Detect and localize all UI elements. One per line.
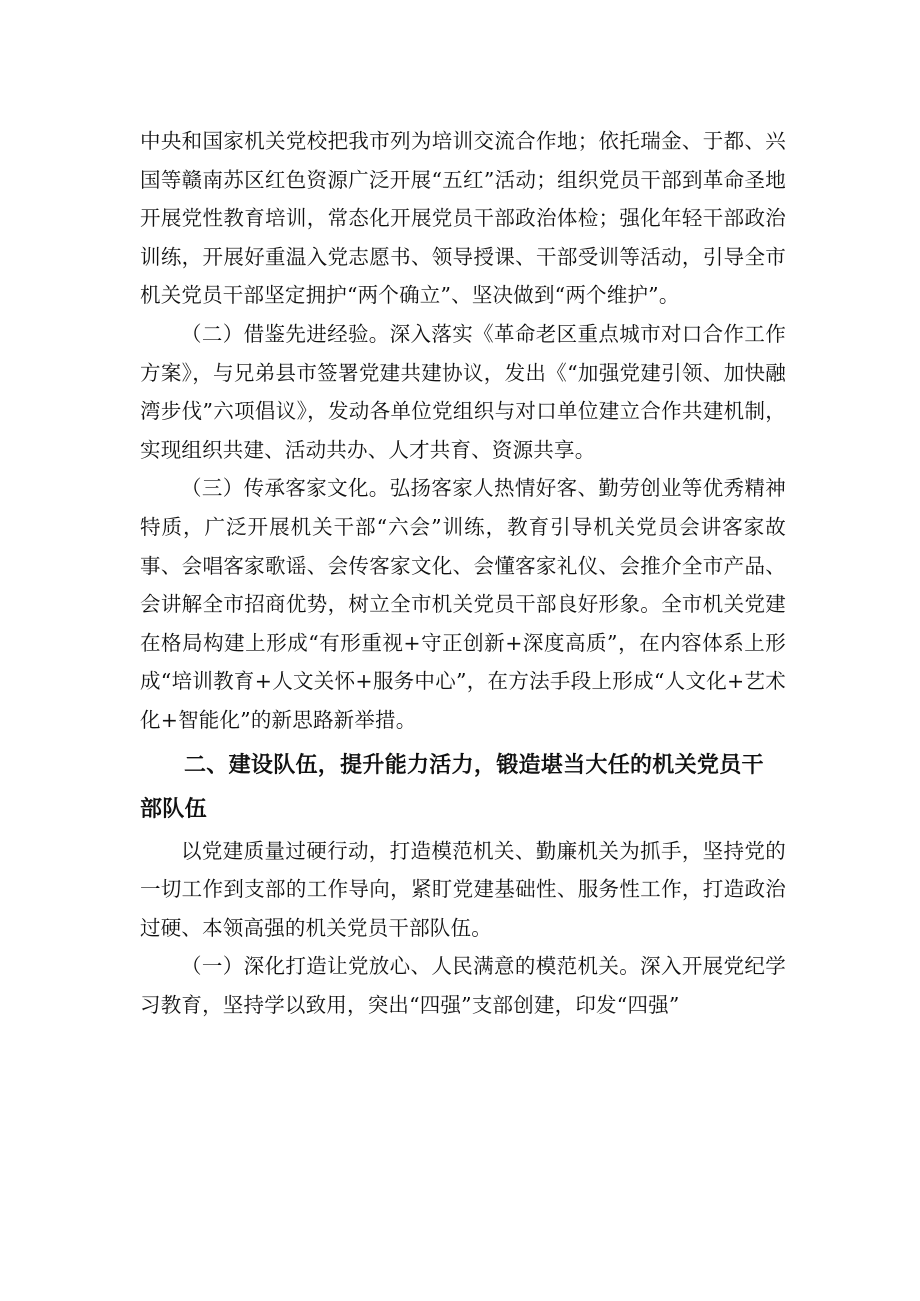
section-heading-2: 二、建设队伍，提升能力活力，锻造堪当大任的机关党员干部队伍: [140, 752, 764, 822]
paragraph-subsection-1: （一）深化打造让党放心、人民满意的模范机关。深入开展党纪学习教育，坚持学以致用，突出“四强”支部创建，印发“四强”: [140, 954, 786, 1017]
document-page: [140, 122, 786, 1024]
paragraph-section-3: （三）传承客家文化。弘扬客家人热情好客、勤劳创业等优秀精神特质，广泛开展机关干部“六会”训练，教育引导机关党员会讲客家故事、会唱客家歌谣、会传客家文化、会懂客家礼仪、会推介全市产品、会讲解全市招商优势，树立全市机关党员干部良好形象。全市机关党建在格局构建上形成“有形重视+守正创新+深度高质”，在内容体系上形成“培训教育+人文关怀+服务中心”，在方法手段上形成“人文化+艺术化+智能化”的新思路新举措。: [140, 476, 786, 732]
paragraph-section-2: （二）借鉴先进经验。深入落实《革命老区重点城市对口合作工作方案》，与兄弟县市签署党建共建协议，发出《“加强党建引领、加快融湾步伐”六项倡议》，发动各单位党组织与对口单位建立合作共建机制，实现组织共建、活动共办、人才共育、资源共享。: [140, 321, 786, 462]
paragraph-continuation: 中央和国家机关党校把我市列为培训交流合作地；依托瑞金、于都、兴国等赣南苏区红色资源广泛开展“五红”活动；组织党员干部到革命圣地开展党性教育培训，常态化开展党员干部政治体检；强化年轻干部政治训练，开展好重温入党志愿书、领导授课、干部受训等活动，引导全市机关党员干部坚定拥护“两个确立”、坚决做到“两个维护”。: [140, 129, 786, 308]
paragraph-heading-intro: 以党建质量过硬行动，打造模范机关、勤廉机关为抓手，坚持党的一切工作到支部的工作导向，紧盯党建基础性、服务性工作，打造政治过硬、本领高强的机关党员干部队伍。: [140, 838, 786, 940]
